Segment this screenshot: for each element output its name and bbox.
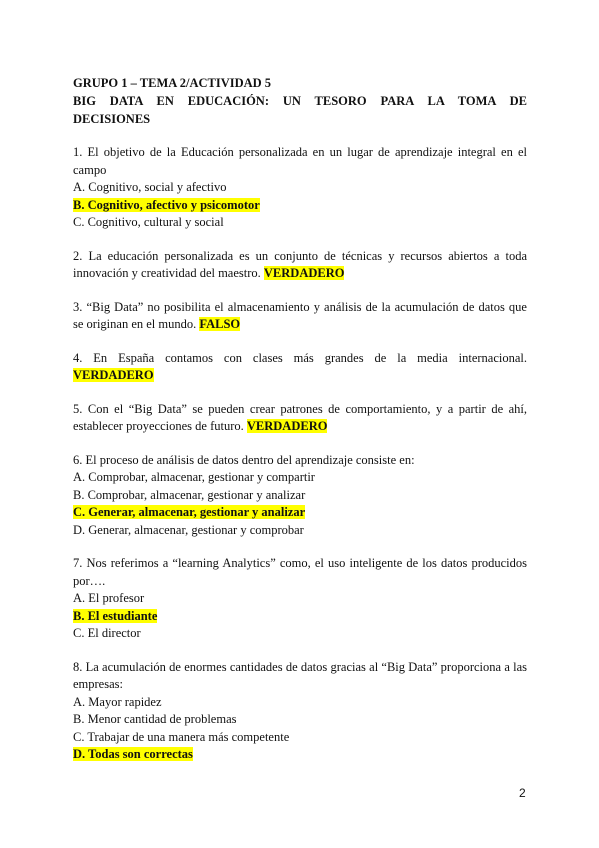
document-header (73, 74, 527, 128)
question-5-answer: VERDADERO (246, 419, 328, 433)
question-6-option-b: B. Comprobar, almacenar, gestionar y analizar (73, 487, 306, 502)
question-2 (73, 248, 527, 283)
question-1-option-b-correct: B. Cognitivo, afectivo y psicomotor (73, 197, 260, 212)
question-3 (73, 299, 527, 334)
question-3-text: 3. “Big Data” no posibilita el almacenamiento y análisis de la acumulación de datos que se originan en el mundo. (73, 299, 527, 331)
question-1-text: 1. El objetivo de la Educación personalizada en un lugar de aprendizaje integral en el campo (73, 145, 527, 177)
question-4-answer: VERDADERO (73, 368, 154, 382)
question-1-option-a: A. Cognitivo, social y afectivo (73, 180, 227, 194)
page-number: 2 (519, 786, 526, 800)
question-2-text: 2. La educación personalizada es un conjunto de técnicas y recursos abiertos a toda innovación y creatividad del maestro. (73, 248, 527, 280)
question-4-text: 4. En España contamos con clases más grandes de la media internacional. (73, 350, 527, 365)
question-8-option-a: A. Mayor rapidez (73, 694, 162, 709)
question-8-text: 8. La acumulación de enormes cantidades de datos gracias al “Big Data” proporciona a las empresas: (73, 659, 527, 691)
question-6-option-c-correct: C. Generar, almacenar, gestionar y analizar (73, 505, 306, 519)
question-7-text: 7. Nos referimos a “learning Analytics” como, el uso inteligente de los datos producidos por…. (73, 556, 527, 588)
header-line1: GRUPO 1 – TEMA 2/ACTIVIDAD 5 (73, 76, 272, 90)
question-5 (73, 401, 527, 436)
question-6-text: 6. El proceso de análisis de datos dentro del aprendizaje consiste en: (73, 452, 415, 467)
question-7 (73, 555, 527, 643)
question-8 (73, 659, 527, 764)
question-7-option-a: A. El profesor (73, 591, 145, 605)
question-7-option-c: C. El director (73, 626, 141, 640)
question-3-answer: FALSO (199, 317, 241, 331)
question-4 (73, 350, 527, 385)
question-7-option-b-correct: B. El estudiante (73, 608, 158, 623)
header-line2: BIG DATA EN EDUCACIÓN: UN TESORO PARA LA TOMA DE (73, 94, 527, 108)
question-6-option-d: D. Generar, almacenar, gestionar y comprobar (73, 522, 304, 537)
question-5-text: 5. Con el “Big Data” se pueden crear patrones de comportamiento, y a partir de ahí, establecer proyecciones de futuro. (73, 401, 527, 433)
question-8-option-d-correct: D. Todas son correctas (73, 747, 193, 761)
question-8-option-b: B. Menor cantidad de problemas (73, 712, 237, 726)
page-content (73, 74, 527, 764)
question-2-answer: VERDADERO (263, 266, 345, 280)
question-6-option-a: A. Comprobar, almacenar, gestionar y compartir (73, 470, 315, 484)
header-line3: DECISIONES (73, 112, 151, 126)
question-1-option-c: C. Cognitivo, cultural y social (73, 215, 224, 229)
question-6 (73, 452, 527, 540)
question-1 (73, 144, 527, 232)
question-8-option-c: C. Trabajar de una manera más competente (73, 729, 290, 744)
